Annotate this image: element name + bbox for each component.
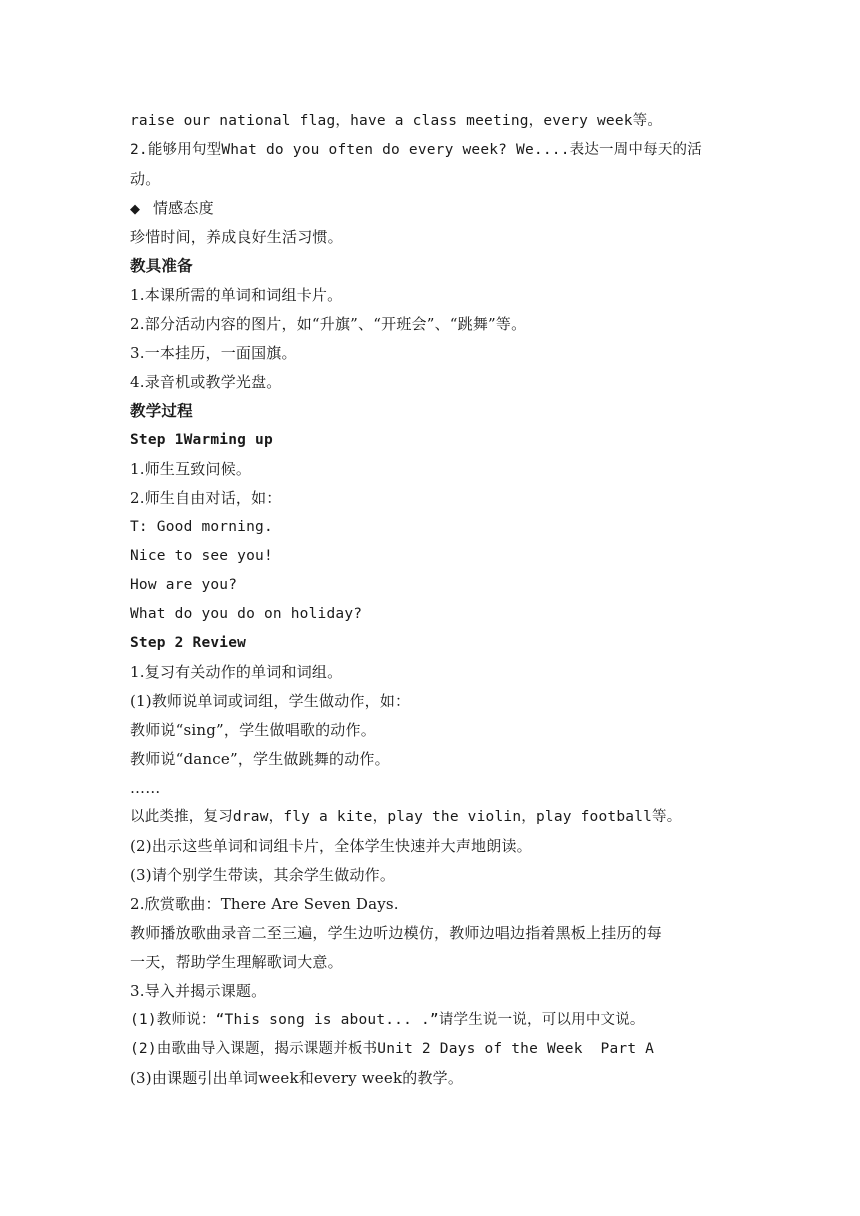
text-line: 1.复习有关动作的单词和词组。 bbox=[130, 663, 343, 681]
text-line: 2.部分活动内容的图片，如“升旗”、“开班会”、“跳舞”等。 bbox=[130, 315, 527, 333]
text-line: 以此类推，复习draw，fly a kite，play the violin，play football等。 bbox=[130, 809, 682, 825]
text-line: …… bbox=[130, 779, 161, 797]
text-line: 2.能够用句型What do you often do every week? We....表达一周中每天的活 bbox=[130, 142, 702, 158]
text-line: 3.导入并揭示课题。 bbox=[130, 982, 267, 1000]
section-heading: 教学过程 bbox=[130, 402, 193, 420]
text-line: How are you? bbox=[130, 577, 238, 593]
text-line: 动。 bbox=[130, 170, 161, 188]
text-line: (3)请个别学生带读，其余学生做动作。 bbox=[130, 866, 396, 884]
text-line: (1)教师说单词或词组，学生做动作，如： bbox=[130, 692, 411, 710]
text-line: 2.欣赏歌曲：There Are Seven Days. bbox=[130, 895, 399, 913]
text-line: raise our national flag，have a class meeting，every week等。 bbox=[130, 113, 663, 129]
text-line: 1.师生互致问候。 bbox=[130, 460, 252, 478]
text-line: 教师说“dance”，学生做跳舞的动作。 bbox=[130, 750, 390, 768]
text-line: Nice to see you! bbox=[130, 548, 273, 564]
text-line: 教师播放歌曲录音二至三遍，学生边听边模仿，教师边唱边指着黑板上挂历的每 bbox=[130, 924, 663, 942]
text-line: 一天，帮助学生理解歌词大意。 bbox=[130, 953, 343, 971]
step-heading: Step 2 Review bbox=[130, 635, 247, 651]
document-page bbox=[130, 107, 740, 1093]
text-line: 教师说“sing”，学生做唱歌的动作。 bbox=[130, 721, 376, 739]
bullet-line bbox=[130, 194, 740, 223]
text-line: (3)由课题引出单词week和every week的教学。 bbox=[130, 1069, 464, 1087]
text-line: What do you do on holiday? bbox=[130, 606, 363, 622]
text-line: 4.录音机或教学光盘。 bbox=[130, 373, 282, 391]
text-line: (1)教师说：“This song is about... .”请学生说一说，可以用中文说。 bbox=[130, 1012, 645, 1028]
diamond-bullet-icon: ◆ bbox=[130, 202, 141, 217]
text-line: T: Good morning. bbox=[130, 519, 273, 535]
section-heading: 教具准备 bbox=[130, 257, 193, 275]
text-line: (2)出示这些单词和词组卡片，全体学生快速并大声地朗读。 bbox=[130, 837, 532, 855]
section-label: 情感态度 bbox=[148, 199, 214, 217]
text-line: 1.本课所需的单词和词组卡片。 bbox=[130, 286, 343, 304]
text-line: 珍惜时间，养成良好生活习惯。 bbox=[130, 228, 343, 246]
text-line: 3.一本挂历，一面国旗。 bbox=[130, 344, 297, 362]
text-line: 2.师生自由对话，如： bbox=[130, 489, 282, 507]
text-line: (2)由歌曲导入课题，揭示课题并板书Unit 2 Days of the Week Part A bbox=[130, 1041, 655, 1057]
step-heading: Step 1Warming up bbox=[130, 432, 273, 448]
